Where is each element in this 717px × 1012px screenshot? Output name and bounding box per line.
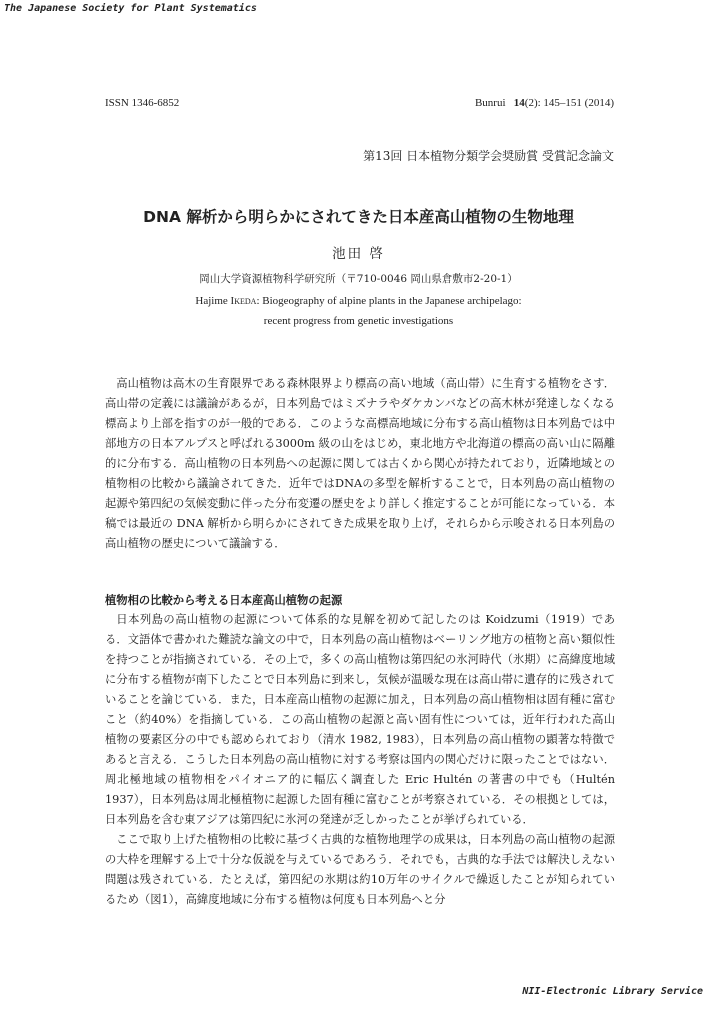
english-author-family: Ikeda [230,295,257,307]
banner-top: The Japanese Society for Plant Systematics [4,3,257,14]
author: 池田 啓 [332,246,385,262]
section-body [105,610,615,910]
body-paragraph-2: ここで取り上げた植物相の比較に基づく古典的な植物地理学の成果は，日本列島の高山植物の起源の大枠を理解する上で十分な仮説を与えているであろう．それでも，古典的な手法では解決しえない問題は残されている．たとえば，第四紀の氷期は約10万年のサイクルで繰返したことが知られているため（図1），高緯度地域に分布する植物は何度も日本列島へと分 [105,833,615,906]
journal-citation [475,97,614,109]
award-line: 第13回 日本植物分類学会奨励賞 受賞記念論文 [363,149,614,163]
abstract [105,374,615,554]
english-title-text1: : Biogeography of alpine plants in the Japanese archipelago: [256,295,522,307]
banner-bottom: NII-Electronic Library Service [522,986,703,997]
page-title: DNA 解析から明らかにされてきた日本産高山植物の生物地理 [143,208,574,226]
affiliation: 岡山大学資源植物科学研究所（〒710-0046 岡山県倉敷市2-20-1） [199,273,518,285]
english-title-line1 [0,295,717,307]
journal-volume: 14 [513,97,525,109]
english-title-line2: recent progress from genetic investigations [263,315,454,327]
journal-name: Bunrui [474,97,506,109]
english-author-given: Hajime [195,295,231,307]
issn: ISSN 1346-6852 [105,97,180,109]
abstract-paragraph: 高山植物は高木の生育限界である森林限界より標高の高い地域（高山帯）に生育する植物をさす．高山帯の定義には議論があるが，日本列島ではミズナラやダケカンバなどの高木林が発達しなくなる標高より上部を指すのが一般的である．このような高標高地域に分布する高山植物は日本列島では中部地方の日本アルプスと呼ばれる3000m 級の山をはじめ，東北地方や北海道の標高の高い山に隔離的に分布する．高山植物の日本列島への起源に関しては古くから関心が持たれており，近隣地域との植物相の比較から議論されてきた．近年ではDNAの多型を解析することで，日本列島の高山植物の起源や第四紀の気候変動に伴った分布変遷の歴史をより詳しく推定することが可能になっている．本稿では最近の DNA 解析から明らかにされてきた成果を取り上げ，それらから示唆される日本列島の高山植物の歴史について議論する． [105,377,615,550]
section-heading: 植物相の比較から考える日本産高山植物の起源 [105,594,343,607]
journal-issue-pages: (2): 145–151 (2014) [524,97,614,109]
body-paragraph-1: 日本列島の高山植物の起源について体系的な見解を初めて記したのは Koidzumi（1919）である．文語体で書かれた難読な論文の中で，日本列島の高山植物はベーリング地方の植物と高い類似性を持つことが指摘されている．その上で，多くの高山植物は第四紀の氷河時代（氷期）に高緯度地域に分布する植物が南下したことで日本列島に到来し，気候が温暖な現在は高山帯に遺存的に残されていることを論じている．また，日本産高山植物の起源に加え，日本列島の高山植物相は固有種に富むこと（約40%）を指摘している．この高山植物の起源と高い固有性については，近年行われた高山植物の要素区分の中でも認められており（清水 1982, 1983），日本列島の高山植物の顕著な特徴であると言える．こうした日本列島の高山植物に対する考察は国内の関心だけに限ったことではない．周北極地域の植物相をパイオニア的に幅広く調査した Eric Hultén の著書の中でも（Hultén 1937），日本列島は周北極植物に起源した固有種に富むことが考察されている．その根拠としては，日本列島を含む東アジアは第四紀に氷河の発達が乏しかったことが挙げられている． [105,613,615,826]
